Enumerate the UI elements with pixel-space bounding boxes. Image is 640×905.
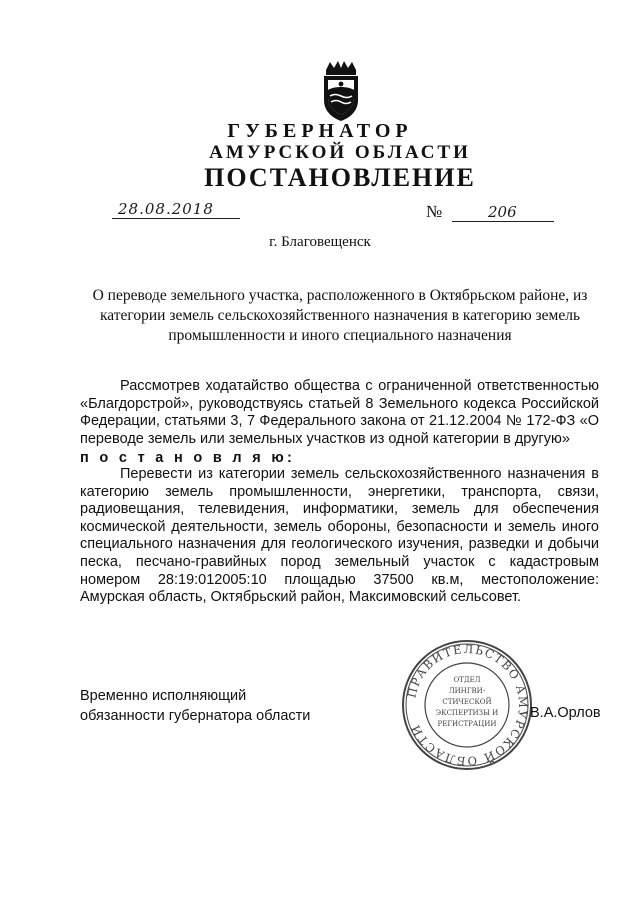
svg-text:РЕГИСТРАЦИИ: РЕГИСТРАЦИИ	[437, 720, 497, 728]
amur-region-coat-of-arms-icon	[318, 60, 364, 122]
svg-text:ЛИНГВИ-: ЛИНГВИ-	[448, 687, 486, 695]
number-underline	[452, 221, 554, 222]
document-date: 28.08.2018	[118, 200, 214, 218]
official-seal-stamp	[400, 638, 534, 772]
number-label: №	[426, 202, 443, 221]
svg-text:ЭКСПЕРТИЗЫ И: ЭКСПЕРТИЗЫ И	[435, 709, 499, 717]
authority-heading: ГУБЕРНАТОР	[227, 120, 413, 142]
city-name: г. Благовещенск	[269, 234, 371, 250]
document-number: 206	[488, 203, 517, 221]
decree-word: п о с т а н о в л я ю:	[80, 450, 296, 466]
document-type-heading: ПОСТАНОВЛЕНИЕ	[204, 163, 476, 192]
preamble-paragraph: Рассмотрев ходатайство общества с ограниченной ответственностью «Благдорстрой», руководствуясь статьей 8 Земельного кодекса Российской Федерации, статьями 3, 7 Федерального закона от 21.12.2004 № 172-ФЗ «О переводе земель или земельных участков из одной категории в другую»	[80, 378, 599, 447]
signatory-role-line-1: Временно исполняющий	[80, 688, 247, 704]
date-underline	[112, 218, 240, 219]
document-title: О переводе земельного участка, расположенного в Октябрьском районе, из категории земель сельскохозяйственного назначения в категорию земель промышленности и иного специального назначения	[92, 287, 588, 344]
signatory-role	[80, 686, 340, 726]
svg-text:СТИЧЕСКОЙ: СТИЧЕСКОЙ	[442, 698, 492, 706]
decree-clause-paragraph: Перевести из категории земель сельскохозяйственного назначения в категорию земель промышленности, энергетики, транспорта, связи, радиовещания, телевидения, информатики, земель для обеспечения космической деятельности, земель обороны, безопасности и земель иного специального назначения для геологического изучения, разведки и добычи песка, песчано-гравийных пород земельный участок с кадастровым номером 28:19:012005:10 площадью 37500 кв.м, местоположение: Амурская область, Октябрьский район, Максимовский сельсовет.	[80, 466, 599, 606]
svg-text:ПРАВИТЕЛЬСТВО АМУРСКОЙ ОБЛАСТИ: ПРАВИТЕЛЬСТВО АМУРСКОЙ ОБЛАСТИ	[404, 641, 531, 769]
signatory-name: В.А.Орлов	[530, 705, 601, 721]
signatory-role-line-2: обязанности губернатора области	[80, 708, 311, 724]
region-heading: АМУРСКОЙ ОБЛАСТИ	[209, 142, 471, 163]
svg-text:ОТДЕЛ: ОТДЕЛ	[453, 676, 481, 684]
